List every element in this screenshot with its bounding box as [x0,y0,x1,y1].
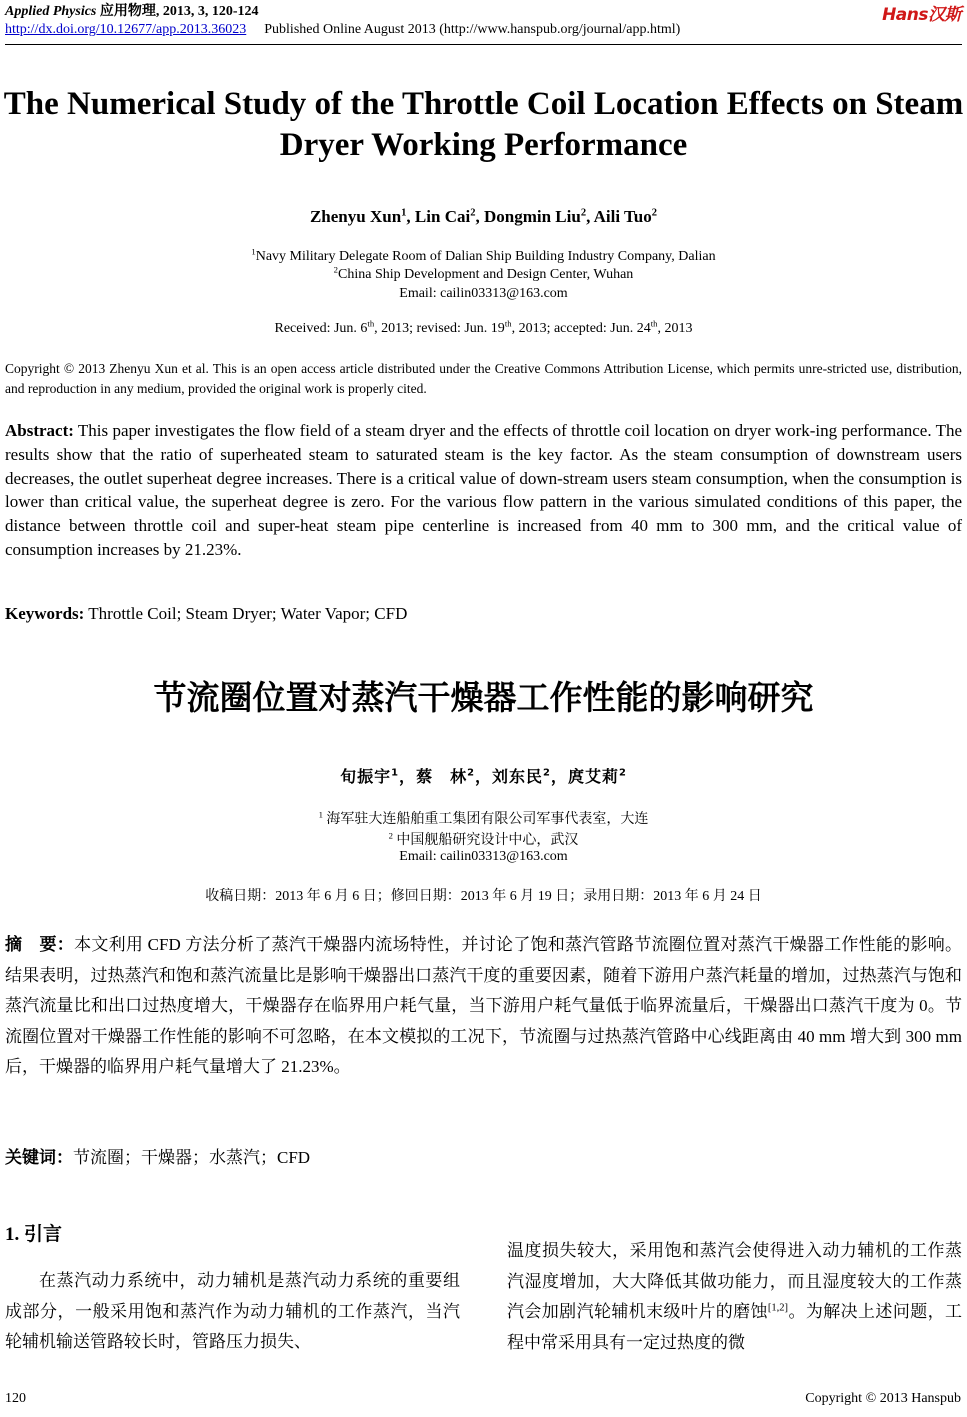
body-text: 。为解决上述问题，工程中常采用具有一定过热度的微 [507,1302,963,1352]
received-dates-english [0,318,967,337]
author-separator: ， [550,767,568,786]
affiliation-sup: 2 [333,264,339,275]
affiliation-english-2 [0,264,967,283]
paper-title-english: The Numerical Study of the Throttle Coil Location Effects on Steam Dryer Working Performance [3,86,964,163]
citation: [1,2] [767,1302,789,1314]
author-name: Zhenyu Xun [309,207,402,226]
author-name: 庹艾莉 [567,767,619,786]
doi-link[interactable]: http://dx.doi.org/10.12677/app.2013.36023 [5,22,247,37]
affiliation-english-1 [0,246,967,265]
author-sup: 2 [467,767,475,779]
header-divider [5,44,962,45]
keywords-chinese [5,1143,962,1168]
author-sup: 2 [543,767,551,779]
author-name: Dongmin Liu [483,207,581,226]
body-column-right [507,1236,962,1358]
affiliation-text: Navy Military Delegate Room of Dalian Ship Building Industry Company, Dalian [255,249,716,264]
revised-label: , 2013; revised: Jun. 19 [374,321,505,336]
body-text: 温度损失较大，采用饱和蒸汽会使得进入动力辅机的工作蒸汽湿度增加，大大降低其做功能力，而且湿度较大的工作蒸汽会加剧汽轮辅机末级叶片的磨蚀 [507,1241,962,1321]
authors-chinese [0,764,967,787]
received-label: Received: Jun. 6 [274,321,368,336]
affiliation-chinese-2 [0,829,967,849]
affiliation-sup: 1 [318,809,323,820]
author-name: 旬振宇 [340,767,392,786]
date-sup: th [367,318,375,329]
abstract-text: 本文利用 CFD 方法分析了蒸汽干燥器内流场特性，并讨论了饱和蒸汽管路节流圈位置对蒸汽干燥器工作性能的影响。结果表明，过热蒸汽和饱和蒸汽流量比是影响干燥器出口蒸汽干度的重要因素，随着下游用户蒸汽耗量的增加，过热蒸汽与饱和蒸汽流量比和出口过热度增大，干燥器存在临界用户耗气量，当下游用户耗气量低于临界流量后，干燥器出口蒸汽干度为 0。节流圈位置对干燥器工作性能的影响不可忽略，在本文模拟的工况下，节流圈与过热蒸汽管路中心线距离由 40 mm 增大到 300 mm 后，干燥器的临界用户耗气量增大了 21.23%。 [5,935,962,1076]
affiliation-sup: 1 [251,246,256,257]
footer-copyright: Copyright © 2013 Hanspub [805,1391,961,1406]
author-sup: 2 [651,207,658,219]
email-english: Email: cailin03313@163.com [399,286,568,301]
accepted-label: , 2013; accepted: Jun. 24 [511,321,651,336]
section-heading [5,1219,62,1246]
keywords-label: Keywords: [5,604,85,623]
author-name: Lin Cai [414,207,471,226]
author-separator: ， [399,767,417,786]
page-number: 120 [5,1391,26,1406]
affiliation-text: 中国舰船研究设计中心，武汉 [396,833,579,848]
author-sup: 2 [470,207,476,219]
abstract-label: Abstract: [5,421,74,440]
journal-line [5,0,259,20]
keywords-text: Throttle Coil; Steam Dryer; Water Vapor; CFD [88,604,408,623]
author-separator: , [586,207,594,226]
author-sup: 2 [580,207,587,219]
hans-logo: Hans汉斯 [882,5,961,25]
abstract-text: This paper investigates the flow field of a steam dryer and the effects of throttle coil location on dryer work-ing performance. The results show that the ratio of superheated steam to saturated steam is the key factor. As the steam consumption of downstream users decreases, the outlet superheat degree increases. There is a critical value of down-stream users steam consumption, when the consumption is lower than critical value, the superheat degree is zero. For the various flow pattern in the various simulated conditions of this paper, the distance between throttle coil and super-heat steam pipe centerline is increased from 40 mm to 300 mm, and the critical value of consumption increases by 21.23%. [5,421,962,559]
author-name: Aili Tuo [593,207,652,226]
author-separator: , [406,207,415,226]
email-chinese: Email: cailin03313@163.com [399,849,568,864]
affiliation-chinese-1 [0,808,967,828]
published-online-text: Published Online August 2013 (http://www.hanspub.org/journal/app.html) [264,22,681,37]
keywords-label: 关键词： [5,1148,73,1168]
author-sup: 2 [618,767,627,779]
author-sup: 1 [401,207,407,219]
date-sup: th [650,318,658,329]
keywords-text: 节流圈；干燥器；水蒸汽；CFD [73,1148,311,1167]
author-name: 刘东民 [492,767,544,786]
abstract-english [5,419,962,562]
author-sup: 1 [391,767,400,779]
author-separator: ， [474,767,492,786]
body-column-left: 在蒸汽动力系统中，动力辅机是蒸汽动力系统的重要组成部分，一般采用饱和蒸汽作为动力辅机的工作蒸汽，当汽轮辅机输送管路较长时，管路压力损失、 [5,1271,460,1351]
doi-line [5,22,680,38]
journal-name: Applied Physics [5,4,97,19]
affiliation-sup: 2 [388,830,393,841]
abstract-chinese [5,930,962,1083]
affiliation-text: China Ship Development and Design Center, Wuhan [338,267,634,282]
keywords-english [5,604,962,624]
received-dates-chinese: 收稿日期：2013 年 6 月 6 日；修回日期：2013 年 6 月 19 日；录用日期：2013 年 6 月 24 日 [205,889,762,904]
date-sup: th [504,318,512,329]
section-title: 引言 [24,1223,63,1245]
section-number: 1. [5,1224,20,1245]
authors-english [0,207,967,227]
author-name: 蔡 林 [416,767,468,786]
date-tail: , 2013 [657,321,693,336]
author-separator: , [475,207,484,226]
paper-title-chinese: 节流圈位置对蒸汽干燥器工作性能的影响研究 [153,678,814,717]
copyright-notice: Copyright © 2013 Zhenyu Xun et al. This is an open access article distributed under the Creative Commons Attribution License, which permits unre-stricted use, distribution, and reproduction in any medium, provided the original work is properly cited. [5,361,962,396]
abstract-label: 摘 要： [5,935,75,955]
journal-volume: 应用物理, 2013, 3, 120-124 [99,4,259,19]
affiliation-text: 海军驻大连船舶重工集团有限公司军事代表室，大连 [326,812,649,827]
